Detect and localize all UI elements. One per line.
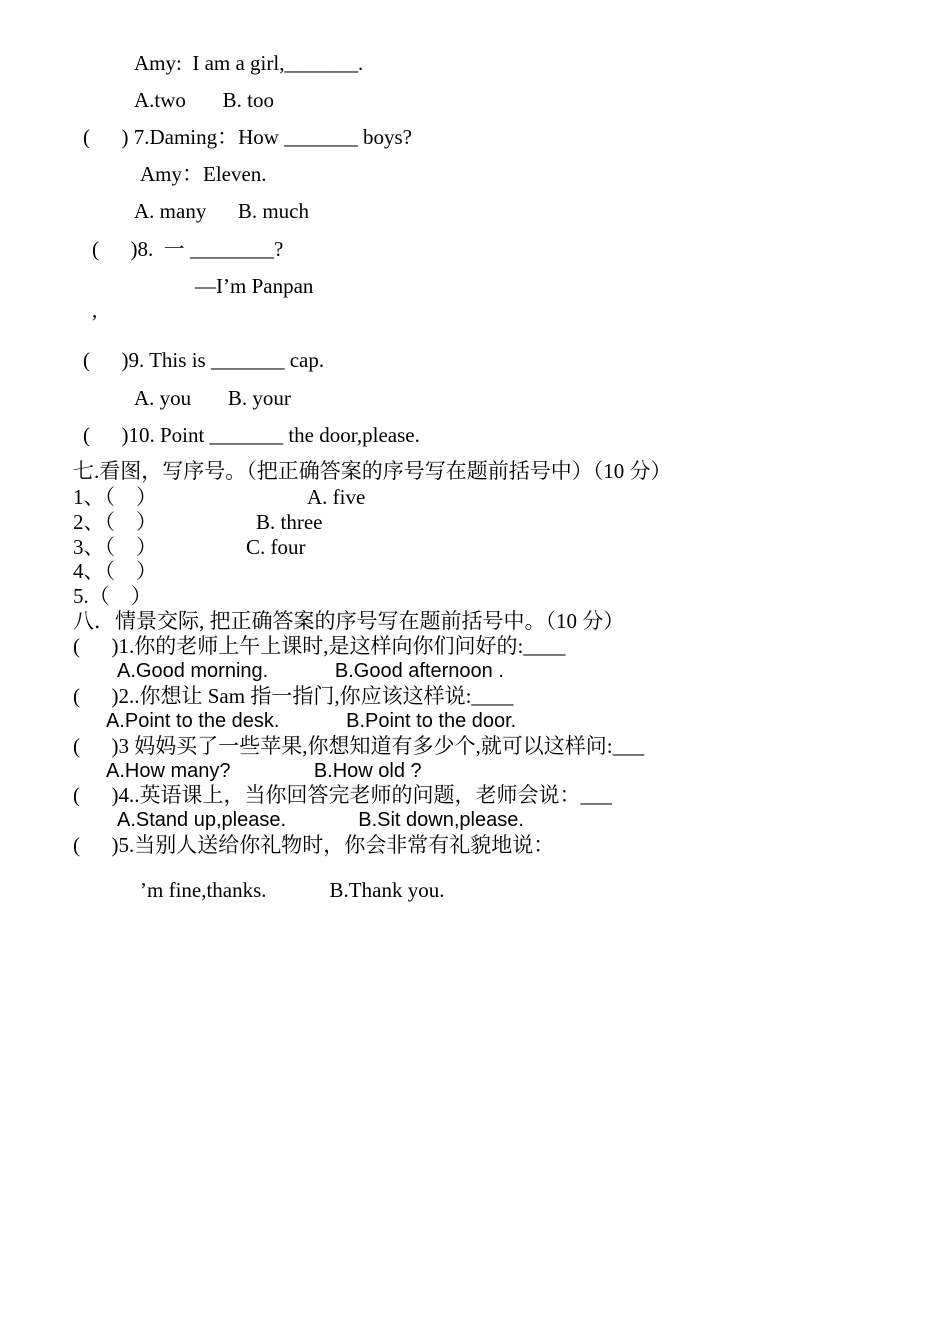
section8-q3: ( )3 妈妈买了一些苹果,你想知道有多少个,就可以这样问:___: [73, 734, 645, 758]
q9-options: A. you B. your: [134, 386, 291, 410]
q6-amy-line: Amy: I am a girl,_______.: [134, 51, 364, 75]
section7-item: 5.（ ）: [73, 584, 152, 608]
q7-answer: Amy：Eleven.: [140, 162, 267, 186]
section7-choice: C. four: [246, 535, 306, 559]
section8-q3-options: A.How many? B.How old ?: [106, 760, 422, 782]
section8-q4-options: A.Stand up,please. B.Sit down,please.: [117, 809, 524, 831]
q8-stray-comma: ,: [92, 298, 98, 322]
section8-q2-options: A.Point to the desk. B.Point to the door.: [106, 710, 517, 732]
section7-item: 1、（ ）: [73, 485, 157, 509]
q8-answer: —I’m Panpan: [195, 274, 314, 298]
section7-heading: 七.看图，写序号。（把正确答案的序号写在题前括号中）（10 分）: [73, 459, 672, 483]
section7-choice: A. five: [307, 485, 366, 509]
section7-item: 2、（ ）: [73, 510, 157, 534]
section8-q5: ( )5.当别人送给你礼物时，你会非常有礼貌地说：: [73, 833, 555, 857]
section8-q1-options: A.Good morning. B.Good afternoon .: [117, 660, 504, 682]
q7-options: A. many B. much: [134, 199, 309, 223]
section8-heading: 八．情景交际, 把正确答案的序号写在题前括号中。（10 分）: [73, 609, 625, 633]
q9-question: ( )9. This is _______ cap.: [83, 348, 325, 372]
section8-q4: ( )4..英语课上，当你回答完老师的问题，老师会说：___: [73, 783, 612, 807]
section8-q2: ( )2..你想让 Sam 指一指门,你应该这样说:____: [73, 684, 514, 708]
section7-item: 3、（ ）: [73, 535, 157, 559]
q6-options: A.two B. too: [134, 88, 275, 112]
q8-question: ( )8. 一 ________?: [92, 237, 284, 261]
section7-choice: B. three: [256, 510, 323, 534]
section8-q5-options: ’m fine,thanks. B.Thank you.: [140, 878, 445, 902]
section8-q1: ( )1.你的老师上午上课时,是这样向你们问好的:____: [73, 634, 566, 658]
q10-question: ( )10. Point _______ the door,please.: [83, 423, 420, 447]
section7-item: 4、（ ）: [73, 559, 157, 583]
q7-question: ( ) 7.Daming：How _______ boys?: [83, 125, 412, 149]
